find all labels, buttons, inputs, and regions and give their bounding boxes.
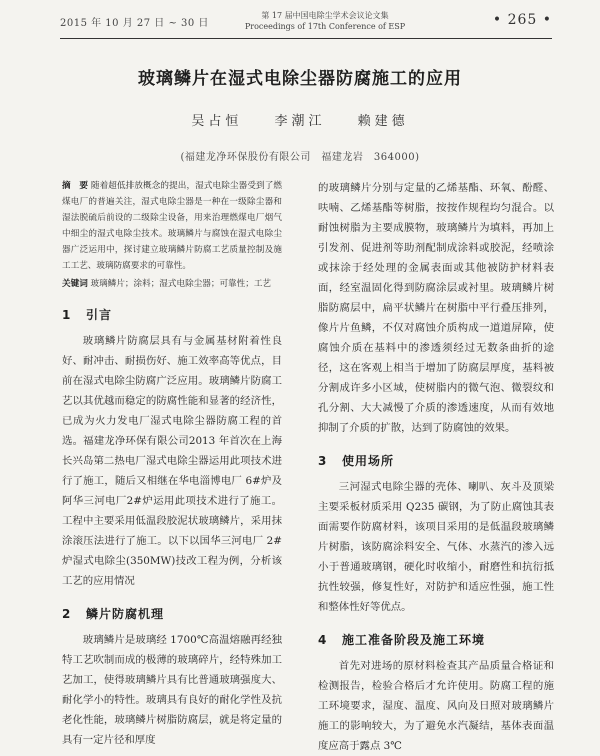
- section-heading-intro: [62, 306, 282, 323]
- right-column: [318, 178, 554, 756]
- section-heading-mechanism: [62, 605, 282, 622]
- affiliation: (福建龙净环保股份有限公司 福建龙岩 364000): [180, 152, 420, 163]
- section-paragraph: 三河湿式电除尘器的壳体、喇叭、灰斗及顶梁主要采板材质采用 Q235 碳钢，为了防止腐蚀其表面需要作防腐材料，该项目采用的是低温段玻璃鳞片树脂，该防腐涂料安全、气体、水蒸汽的渗入远小于普通玻璃钢，硬化时收缩小，耐磨性和抗衍抵抗性较强，修复性好，对防护和适应性强，施工性和整体性好等优点。: [318, 481, 554, 613]
- abstract-text: 随着超低排放概念的提出，湿式电除尘器受到了燃煤电厂的普遍关注，湿式电除尘器是一种在一级除尘器和湿法脱硫后前设的二级除尘设备，用来治理燃煤电厂烟气中细尘的湿式电除尘技术。玻璃鳞片与腐蚀在湿式电除尘器广泛运用中，探讨建立玻璃鳞片防腐工艺质量控制及施工工艺、玻璃防腐要求的可靠性。: [62, 181, 282, 271]
- abstract-label: 摘 要: [62, 181, 89, 191]
- section-title: 引言: [86, 308, 113, 322]
- section-number: 4: [318, 633, 328, 647]
- section-number: 2: [62, 607, 72, 621]
- abstract: [62, 178, 282, 274]
- section-number: 3: [318, 454, 328, 468]
- section-heading-preparation: [318, 631, 554, 648]
- section-title: 施工准备阶段及施工环境: [342, 633, 486, 647]
- page-number: • 265 •: [492, 12, 552, 28]
- section-paragraph-continued: 的玻璃鳞片分别与定量的乙烯基酯、环氧、酚醛、呋喃、乙烯基酯等树脂，按按作规程均匀混合。以耐蚀树脂为主要成膜物，玻璃鳞片为填料，再加上引发剂、促进剂等助剂配制成涂料或胶泥，经喷涂或抹涂于经处理的金属表面或其他被防护材料表面，经室温固化得到防腐涂层或衬里。玻璃鳞片树脂防腐层中，扁平状鳞片在树脂中平行叠压排列，像片片鱼鳞，不仅对腐蚀介质构成一道道屏障，使腐蚀介质在基料中的渗透须经过无数条曲折的途径，这在客观上相当于增加了防腐层厚度，基料被分割成许多小区域，使树脂内的微气泡、微裂纹和孔分割、大大减慢了介质的渗透速度，从而有效地抑制了介质的扩散，达到了防腐蚀的效果。: [318, 182, 554, 434]
- header-conference-cn: 第 17 届中国电除尘学术会议论文集: [261, 11, 389, 20]
- section-paragraph: 玻璃鳞片防腐层具有与金属基材附着性良好、耐冲击、耐损伤好、施工效率高等优点，目前在湿式电除尘防腐广泛应用。玻璃鳞片防腐工艺以其优越而稳定的防腐性能和显著的经济性，已成为火力发电厂湿式电除尘器防腐工程的首选。福建龙净环保有限公司2013 年首次在上海长兴岛第二热电厂湿式电除尘器运用此项技术进行了施工，随后又相继在华电淄博电厂 6#炉及阿华三河电厂2#炉运用此项技术进行了施工。工程中主要采用低温段胶泥状玻璃鳞片，采用抹涂滚压法进行了施工。以下以国华三河电厂 2#炉湿式电除尘(350MW)技改工程为例，分析该工艺的应用情况: [62, 335, 282, 587]
- section-heading-usage: [318, 452, 554, 469]
- author-name: 吴占恒: [191, 114, 243, 129]
- left-column: [62, 178, 282, 750]
- author-list: [0, 110, 600, 129]
- keywords-text: 玻璃鳞片；涂料；湿式电除尘器；可靠性；工艺: [90, 279, 272, 289]
- keywords-label: 关键词: [62, 279, 88, 289]
- header-conference: [210, 10, 440, 32]
- paper-title: 玻璃鳞片在湿式电除尘器防腐施工的应用: [138, 69, 462, 89]
- author-name: 赖建德: [357, 114, 409, 129]
- author-name: 李潮江: [274, 114, 326, 129]
- section-title: 使用场所: [342, 454, 395, 468]
- section-paragraph: 首先对进场的原材料检查其产品质量合格证和检测报告，检验合格后才允许使用。防腐工程的施工环境要求，湿度、温度、风向及日照对玻璃鳞片施工的影响较大，为了避免水汽凝结，基体表面温度应高于露点 3℃: [318, 660, 554, 752]
- section-title: 鳞片防腐机理: [86, 607, 165, 621]
- running-header: [60, 10, 552, 39]
- section-paragraph: 玻璃鳞片是玻璃经 1700℃高温熔融再经独特工艺吹制而成的极薄的玻璃碎片，经特殊加工艺加工，使得玻璃鳞片具有比普通玻璃强度大、耐化学小的特性。玻璃具有良好的耐化学性及抗老化性能，玻璃鳞片树脂防腐层，就是将定量的具有一定片径和厚度: [62, 634, 282, 746]
- header-conference-en: Proceedings of 17th Conference of ESP: [244, 22, 406, 31]
- header-date: 2015 年 10 月 27 日 ~ 30 日: [60, 18, 209, 29]
- section-number: 1: [62, 308, 72, 322]
- keywords: [62, 276, 282, 292]
